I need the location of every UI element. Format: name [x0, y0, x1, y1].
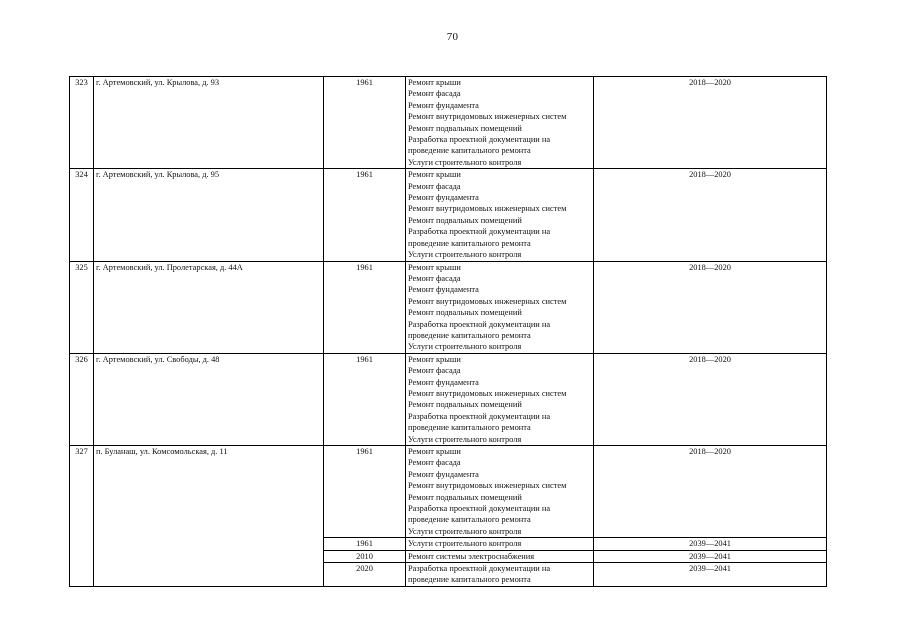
build-year: 2010 [324, 550, 406, 562]
work-item: Ремонт системы электроснабжения [408, 551, 535, 561]
build-year: 1961 [324, 169, 406, 261]
work-item: Услуги строительного контроля [408, 539, 522, 549]
work-item: Ремонт фундамента [408, 100, 479, 110]
work-item: Ремонт крыши [408, 78, 461, 87]
work-item: Ремонт внутридомовых инженерных систем [408, 388, 567, 398]
row-number: 327 [70, 446, 94, 587]
work-item: Услуги строительного контроля [408, 342, 522, 352]
works-list [406, 353, 594, 445]
work-item: Ремонт крыши [408, 354, 461, 364]
build-year: 1961 [324, 353, 406, 445]
work-item: Ремонт крыши [408, 170, 461, 180]
work-item: Ремонт фундамента [408, 193, 479, 203]
build-year: 2020 [324, 563, 406, 587]
work-item: Услуги строительного контроля [408, 526, 522, 536]
repair-period: 2018—2020 [594, 169, 827, 261]
row-number: 323 [70, 77, 94, 169]
work-item: Ремонт фундамента [408, 285, 479, 295]
row-number: 325 [70, 261, 94, 353]
work-item: Ремонт подвальных помещений [408, 492, 522, 502]
row-number: 326 [70, 353, 94, 445]
work-item: Разработка проектной документации на [408, 319, 551, 329]
work-item: проведение капитального ремонта [408, 515, 531, 525]
work-item: Ремонт крыши [408, 447, 461, 456]
work-item: Ремонт внутридомовых инженерных систем [408, 112, 567, 122]
build-year: 1961 [324, 446, 406, 538]
page-number: 70 [446, 31, 459, 43]
table-row [70, 446, 827, 538]
works-list [406, 261, 594, 353]
build-year: 1961 [324, 261, 406, 353]
work-item: Ремонт подвальных помещений [408, 400, 522, 410]
repair-period: 2039—2041 [594, 550, 827, 562]
works-list [406, 169, 594, 261]
work-item: проведение капитального ремонта [408, 238, 531, 248]
works-list [406, 563, 594, 587]
works-list [406, 77, 594, 169]
works-list [406, 538, 594, 550]
work-item: Разработка проектной документации на [408, 411, 551, 421]
work-item: Ремонт фасада [408, 366, 461, 376]
building-address: г. Артемовский, ул. Крылова, д. 93 [94, 77, 324, 169]
work-item: Разработка проектной документации на [408, 564, 551, 574]
work-item: Ремонт внутридомовых инженерных систем [408, 204, 567, 214]
work-item: Разработка проектной документации на [408, 227, 551, 237]
work-item: проведение капитального ремонта [408, 423, 531, 433]
repair-schedule-table [69, 76, 827, 587]
work-item: Ремонт подвальных помещений [408, 123, 522, 133]
row-number: 324 [70, 169, 94, 261]
work-item: Ремонт подвальных помещений [408, 308, 522, 318]
table-row [70, 261, 827, 353]
repair-period: 2018—2020 [594, 77, 827, 169]
work-item: проведение капитального ремонта [408, 575, 531, 585]
build-year: 1961 [324, 538, 406, 550]
work-item: Ремонт фасада [408, 89, 461, 99]
table-row [70, 77, 827, 169]
building-address: п. Буланаш, ул. Комсомольская, д. 11 [94, 446, 324, 587]
repair-period: 2018—2020 [594, 261, 827, 353]
building-address: г. Артемовский, ул. Пролетарская, д. 44А [94, 261, 324, 353]
work-item: Ремонт внутридомовых инженерных систем [408, 481, 567, 491]
repair-period: 2039—2041 [594, 563, 827, 587]
work-item: Разработка проектной документации на [408, 504, 551, 514]
work-item: Ремонт подвальных помещений [408, 215, 522, 225]
work-item: Услуги строительного контроля [408, 157, 522, 167]
work-item: Ремонт фундамента [408, 377, 479, 387]
table-body [70, 77, 827, 587]
building-address: г. Артемовский, ул. Крылова, д. 95 [94, 169, 324, 261]
work-item: Ремонт крыши [408, 262, 461, 272]
work-item: Ремонт фундамента [408, 469, 479, 479]
work-item: Ремонт фасада [408, 181, 461, 191]
work-item: проведение капитального ремонта [408, 146, 531, 156]
works-list [406, 550, 594, 562]
works-list [406, 446, 594, 538]
table-row [70, 353, 827, 445]
work-item: Услуги строительного контроля [408, 434, 522, 444]
repair-period: 2018—2020 [594, 353, 827, 445]
work-item: проведение капитального ремонта [408, 330, 531, 340]
repair-period: 2039—2041 [594, 538, 827, 550]
repair-period: 2018—2020 [594, 446, 827, 538]
work-item: Ремонт фасада [408, 273, 461, 283]
work-item: Разработка проектной документации на [408, 135, 551, 145]
work-item: Услуги строительного контроля [408, 250, 522, 260]
work-item: Ремонт внутридомовых инженерных систем [408, 296, 567, 306]
building-address: г. Артемовский, ул. Свободы, д. 48 [94, 353, 324, 445]
table-row [70, 169, 827, 261]
work-item: Ремонт фасада [408, 458, 461, 468]
build-year: 1961 [324, 77, 406, 169]
